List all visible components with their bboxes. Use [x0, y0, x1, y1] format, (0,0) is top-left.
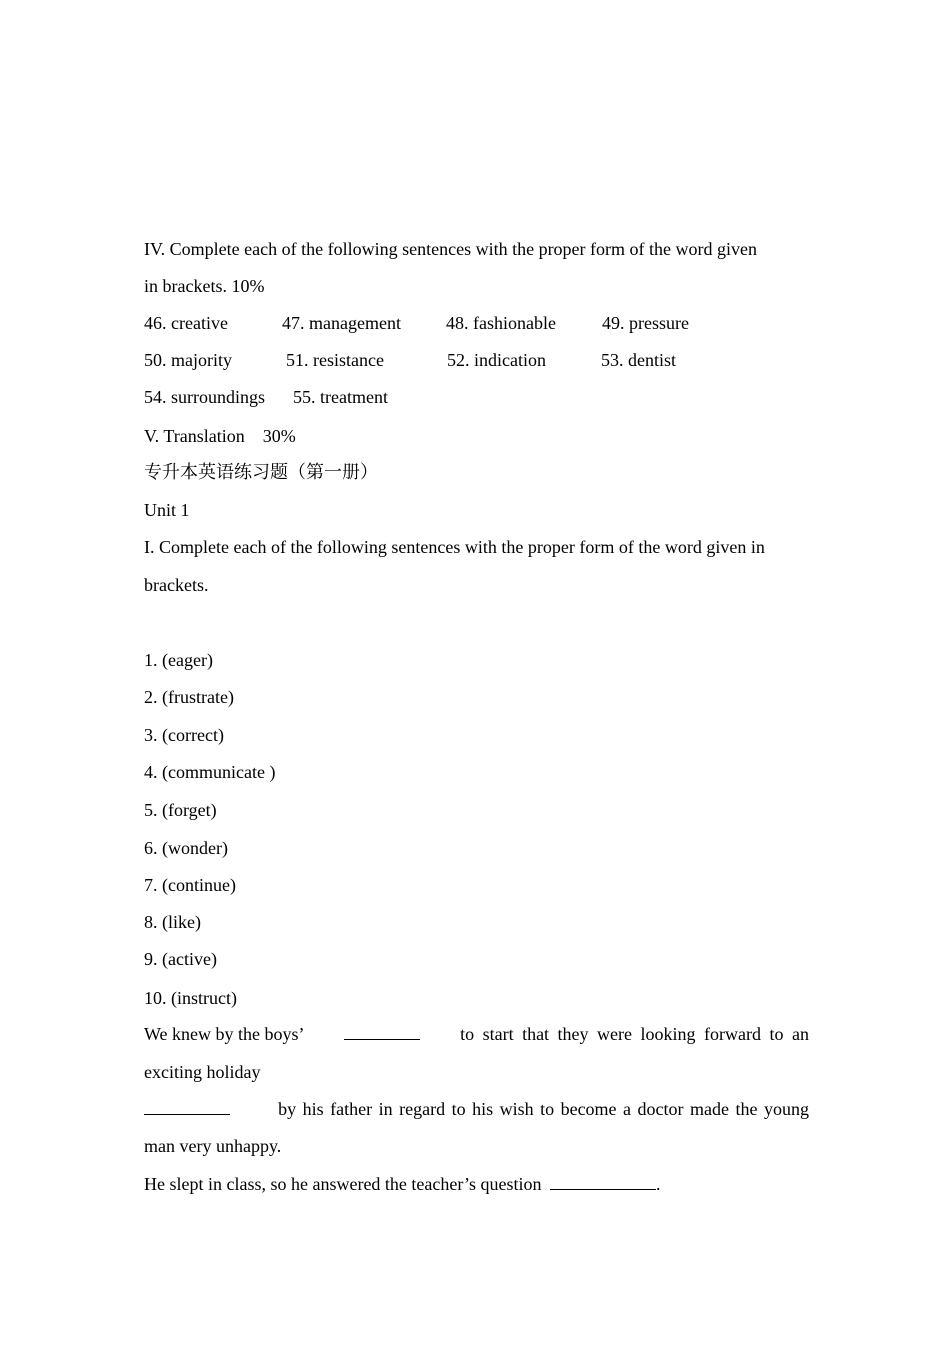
unit-title: Unit 1	[144, 500, 190, 520]
answer-46: 46. creative	[144, 313, 228, 333]
sentence-1-rest: to start that they were looking forward to an	[460, 1024, 809, 1044]
sentence-3-text: He slept in class, so he answered the teacher’s question	[144, 1174, 542, 1194]
exercise-item-8: 8. (like)	[144, 912, 201, 932]
answer-55: 55. treatment	[293, 387, 388, 407]
sentence-1-line1	[144, 1023, 809, 1045]
exercise-i-heading-line2: brackets.	[144, 575, 209, 595]
exercise-item-1: 1. (eager)	[144, 650, 213, 670]
exercise-item-6: 6. (wonder)	[144, 838, 228, 858]
section-iv-heading-line2: in brackets. 10%	[144, 276, 265, 296]
sentence-2-rest: by his father in regard to his wish to become a doctor made the young	[278, 1099, 809, 1119]
exercise-item-2: 2. (frustrate)	[144, 687, 234, 707]
exercise-item-3: 3. (correct)	[144, 725, 224, 745]
sentence-1-start: We knew by the boys’	[144, 1024, 305, 1044]
answer-54: 54. surroundings	[144, 387, 265, 407]
exercise-i-heading-line1: I. Complete each of the following sentences with the proper form of the word given in	[144, 537, 765, 557]
book-title: 专升本英语练习题（第一册）	[144, 462, 378, 482]
sentence-3	[144, 1173, 661, 1195]
sentence-2-blank[interactable]	[144, 1098, 230, 1115]
answer-49: 49. pressure	[602, 313, 689, 333]
sentence-3-period: .	[656, 1174, 661, 1194]
answer-48: 48. fashionable	[446, 313, 556, 333]
answer-52: 52. indication	[447, 350, 546, 370]
answer-47: 47. management	[282, 313, 401, 333]
answer-53: 53. dentist	[601, 350, 676, 370]
section-v-heading: V. Translation 30%	[144, 426, 296, 446]
section-iv-heading-line1: IV. Complete each of the following sentences with the proper form of the word given	[144, 239, 758, 259]
exercise-item-5: 5. (forget)	[144, 800, 217, 820]
sentence-1-blank[interactable]	[344, 1023, 420, 1040]
sentence-1-line2: exciting holiday	[144, 1062, 261, 1082]
exercise-item-7: 7. (continue)	[144, 875, 236, 895]
exercise-item-9: 9. (active)	[144, 949, 217, 969]
sentence-2-line1	[144, 1098, 809, 1120]
sentence-2-line2: man very unhappy.	[144, 1136, 282, 1156]
answer-51: 51. resistance	[286, 350, 384, 370]
exercise-item-10: 10. (instruct)	[144, 988, 237, 1008]
answer-50: 50. majority	[144, 350, 232, 370]
sentence-3-blank[interactable]	[550, 1173, 656, 1190]
exercise-item-4: 4. (communicate )	[144, 762, 276, 782]
